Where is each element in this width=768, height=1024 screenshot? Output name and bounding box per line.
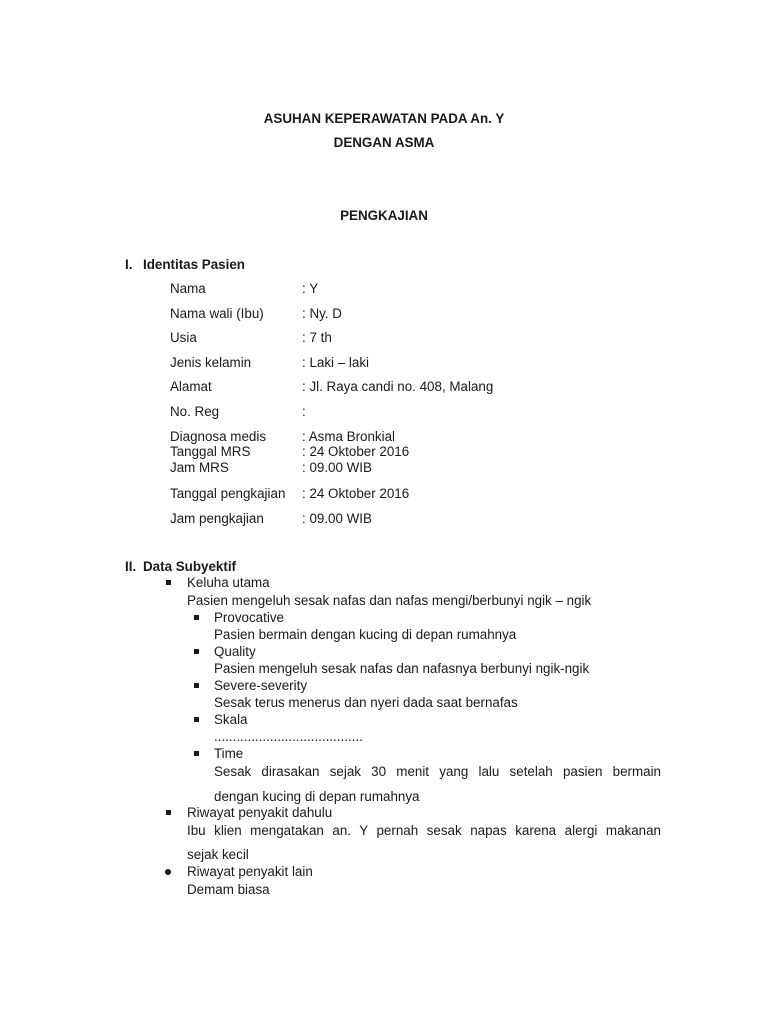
square-bullet-icon bbox=[166, 810, 171, 815]
provocative-label: Provocative bbox=[214, 610, 284, 625]
skala-text: ........................................ bbox=[214, 729, 363, 744]
row-value: : 24 Oktober 2016 bbox=[302, 444, 410, 459]
round-bullet-icon bbox=[165, 869, 171, 875]
subyektif-heading: Data Subyektif bbox=[143, 559, 237, 574]
square-bullet-icon bbox=[194, 683, 199, 688]
row-value: : 7 th bbox=[302, 330, 332, 345]
time-label: Time bbox=[214, 746, 244, 761]
time-text-line-1: Sesak dirasakan sejak 30 menit yang lalu setelah pasien bermain bbox=[214, 764, 661, 779]
severity-text: Sesak terus menerus dan nyeri dada saat bernafas bbox=[214, 695, 518, 710]
provocative-text: Pasien bermain dengan kucing di depan rumahnya bbox=[214, 627, 517, 642]
row-value: : Asma Bronkial bbox=[302, 429, 396, 444]
square-bullet-icon bbox=[194, 717, 199, 722]
identitas-heading: Identitas Pasien bbox=[143, 257, 245, 272]
section-number-2: II. bbox=[125, 559, 137, 574]
keluhan-text: Pasien mengeluh sesak nafas dan nafas mengi/berbunyi ngik – ngik bbox=[187, 593, 592, 608]
severity-label: Severe-severity bbox=[214, 678, 308, 693]
row-label: Jam pengkajian bbox=[170, 511, 264, 526]
riwayat-dahulu-text-line-1: Ibu klien mengatakan an. Y pernah sesak napas karena alergi makanan bbox=[187, 823, 661, 838]
section-title: PENGKAJIAN bbox=[340, 208, 428, 223]
skala-label: Skala bbox=[214, 712, 248, 727]
row-label: Nama wali (Ibu) bbox=[170, 306, 264, 321]
row-label: Tanggal MRS bbox=[170, 444, 251, 459]
row-label: Diagnosa medis bbox=[170, 429, 267, 444]
row-label: Usia bbox=[170, 330, 197, 345]
document-subtitle: DENGAN ASMA bbox=[333, 135, 435, 150]
row-label: Tanggal pengkajian bbox=[170, 486, 286, 501]
row-label: No. Reg bbox=[170, 404, 220, 419]
document-title: ASUHAN KEPERAWATAN PADA An. Y bbox=[263, 111, 505, 126]
quality-text: Pasien mengeluh sesak nafas dan nafasnya berbunyi ngik-ngik bbox=[214, 661, 590, 676]
row-value: : Y bbox=[302, 281, 319, 296]
row-value: : Jl. Raya candi no. 408, Malang bbox=[302, 379, 494, 394]
row-value: : Ny. D bbox=[302, 306, 342, 321]
square-bullet-icon bbox=[194, 649, 199, 654]
row-label: Alamat bbox=[170, 379, 212, 394]
row-value: : Laki – laki bbox=[302, 355, 369, 370]
row-label: Jam MRS bbox=[170, 460, 229, 475]
row-value: : 09.00 WIB bbox=[302, 460, 372, 475]
quality-label: Quality bbox=[214, 644, 256, 659]
row-value: : 24 Oktober 2016 bbox=[302, 486, 410, 501]
riwayat-dahulu-text-line-2: sejak kecil bbox=[187, 847, 249, 862]
riwayat-dahulu-label: Riwayat penyakit dahulu bbox=[187, 805, 333, 820]
keluhan-label: Keluha utama bbox=[187, 575, 270, 590]
riwayat-lain-text: Demam biasa bbox=[187, 882, 270, 897]
row-label: Nama bbox=[170, 281, 206, 296]
square-bullet-icon bbox=[166, 580, 171, 585]
row-label: Jenis kelamin bbox=[170, 355, 252, 370]
square-bullet-icon bbox=[194, 751, 199, 756]
row-value: : bbox=[302, 404, 306, 419]
square-bullet-icon bbox=[194, 615, 199, 620]
section-number-1: I. bbox=[125, 257, 133, 272]
riwayat-lain-label: Riwayat penyakit lain bbox=[187, 864, 313, 879]
row-value: : 09.00 WIB bbox=[302, 511, 372, 526]
time-text-line-2: dengan kucing di depan rumahnya bbox=[214, 789, 420, 804]
